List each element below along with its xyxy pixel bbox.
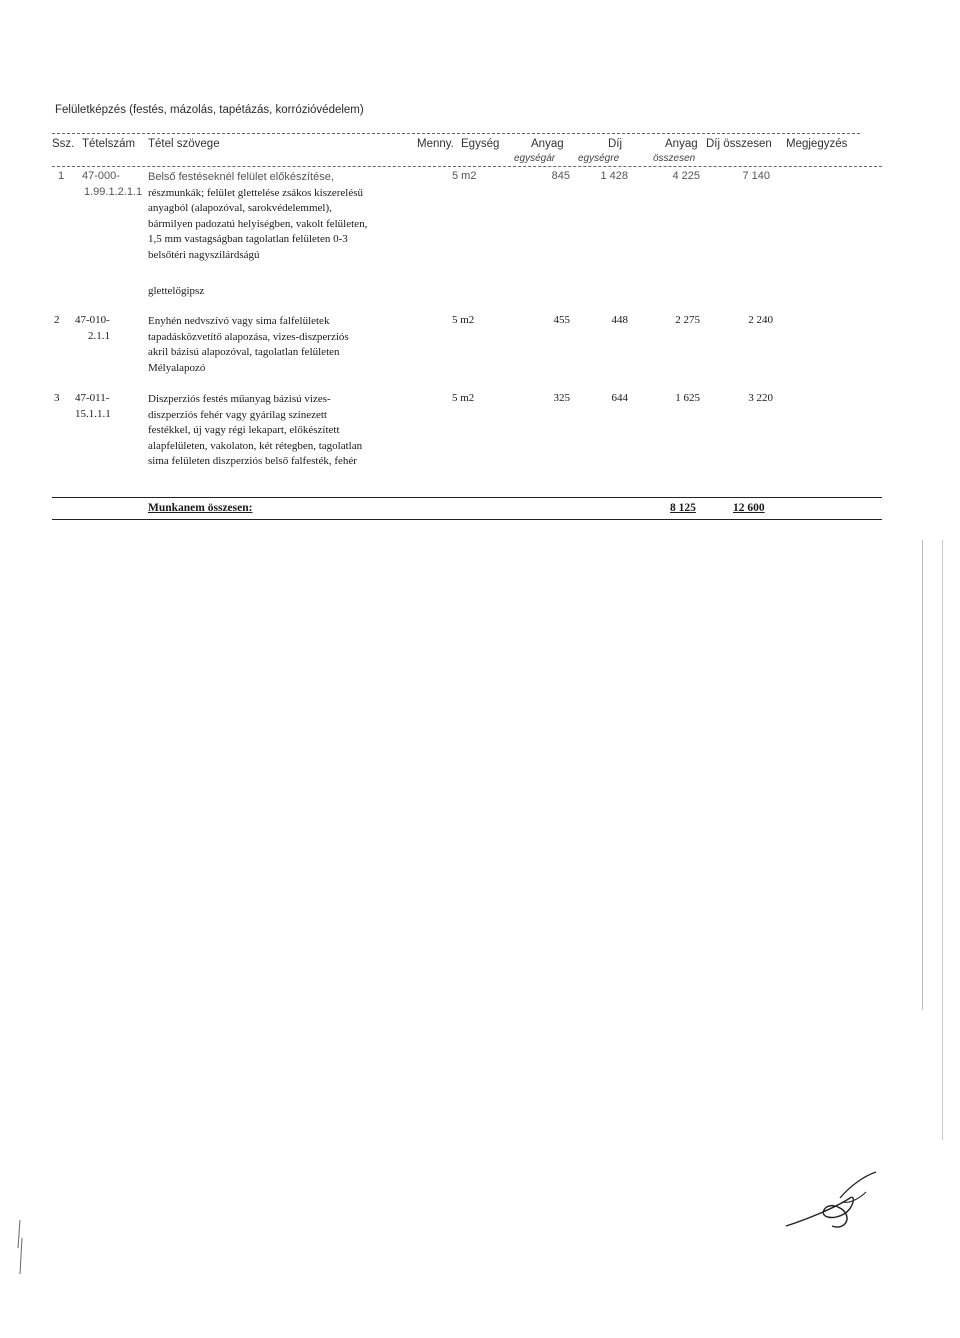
row2-desc-line: Mélyalapozó [148, 361, 206, 374]
row3-desc-line: diszperziós fehér vagy gyárilag színezett [148, 408, 327, 421]
header-egyseg: Egység [461, 138, 500, 150]
header-top-rule [52, 133, 860, 134]
row1-desc-line: részmunkák; felület glettelése zsákos kiszerelésű [148, 186, 364, 199]
row3-dij: 644 [611, 392, 628, 404]
row1-desc-line: belsőtéri nagyszilárdságú [148, 248, 260, 261]
row3-desc-line: festékkel, új vagy régi lekapart, előkészített [148, 424, 340, 436]
footer-bottom-rule [52, 519, 882, 520]
row3-ssz: 3 [54, 392, 60, 404]
row3-dij-total: 3 220 [748, 392, 773, 404]
header-menny: Menny. [417, 138, 454, 150]
row2-tetelszam-cont: 2.1.1 [88, 330, 110, 342]
header-dij-osszesen: Díj összesen [706, 138, 772, 150]
signature-image [780, 1168, 880, 1238]
footer-label: Munkanem összesen: [148, 502, 253, 514]
row1-description [148, 170, 367, 263]
row2-anyag-total: 2 275 [675, 314, 700, 326]
scan-edge-line [922, 540, 923, 1010]
scan-margin-mark [10, 1218, 30, 1278]
row1-desc-line: 1,5 mm vastagságban tagolatlan felületen 0-3 [148, 233, 348, 245]
row3-description [148, 392, 362, 470]
row1-desc-line: bármilyen padozatú helyiségben, vakolt felületen, [148, 217, 368, 230]
footer-anyag-total: 8 125 [670, 502, 696, 514]
row2-tetelszam: 47-010- [75, 314, 110, 326]
header-tetel-szovege: Tétel szövege [148, 138, 220, 150]
header-anyag-sub: egységár [514, 153, 556, 164]
row1-ssz: 1 [58, 170, 65, 182]
row2-description [148, 314, 349, 376]
row3-anyag: 325 [553, 392, 570, 404]
scan-edge-line [942, 540, 943, 1140]
row1-anyag: 845 [551, 170, 570, 182]
row2-dij-total: 2 240 [748, 314, 773, 326]
row1-desc-line: Belső festéseknél felület előkészítése, [148, 171, 334, 183]
row3-desc-line: Diszperziós festés műanyag bázisú vizes- [148, 393, 331, 405]
header-anyag: Anyag [531, 138, 564, 150]
header-dij: Díj [608, 138, 623, 150]
header-tetelszam: Tételszám [82, 138, 136, 150]
header-dij-sub: egységre [578, 153, 620, 164]
row1-anyag-total: 4 225 [672, 170, 700, 182]
row1-desc-line: anyagból (alapozóval, sarokvédelemmel), [148, 202, 332, 214]
header-megjegyzes: Megjegyzés [786, 138, 848, 150]
row1-dij: 1 428 [600, 170, 628, 182]
row1-extra-line: glettelőgipsz [148, 285, 205, 297]
row2-dij: 448 [611, 314, 628, 326]
row2-desc-line: akril bázisú alapozóval, tagolatlan felületen [148, 346, 340, 358]
row3-quantity: 5 m2 [452, 392, 475, 404]
row2-ssz: 2 [54, 314, 60, 326]
row3-desc-line: alapfelületen, vakolaton, két rétegben, tagolatlan [148, 439, 363, 452]
row3-anyag-total: 1 625 [675, 392, 700, 404]
row3-desc-line: sima felületen diszperziós belső falfesték, fehér [148, 455, 357, 467]
header-osszesen-sub: összesen [653, 153, 696, 164]
footer-top-rule [52, 497, 882, 498]
row2-desc-line: tapadásközvetítő alapozása, vizes-diszperziós [148, 330, 349, 343]
header-ssz: Ssz. [52, 138, 75, 150]
header-bottom-rule [52, 166, 882, 167]
row3-tetelszam-cont: 15.1.1.1 [75, 408, 111, 420]
header-anyag-osszesen: Anyag [665, 138, 698, 150]
row3-tetelszam: 47-011- [75, 392, 110, 404]
row1-dij-total: 7 140 [742, 170, 770, 182]
row2-anyag: 455 [553, 314, 570, 326]
row1-tetelszam-cont: 1.99.1.2.1.1 [84, 186, 143, 198]
row1-quantity: 5 m2 [452, 170, 477, 182]
row2-quantity: 5 m2 [452, 314, 475, 326]
row1-tetelszam: 47-000- [82, 170, 120, 182]
document-title: Felületképzés (festés, mázolás, tapétázás, korrózióvédelem) [55, 104, 364, 116]
row2-desc-line: Enyhén nedvszívó vagy sima falfelületek [148, 315, 330, 327]
footer-dij-total: 12 600 [733, 502, 765, 514]
